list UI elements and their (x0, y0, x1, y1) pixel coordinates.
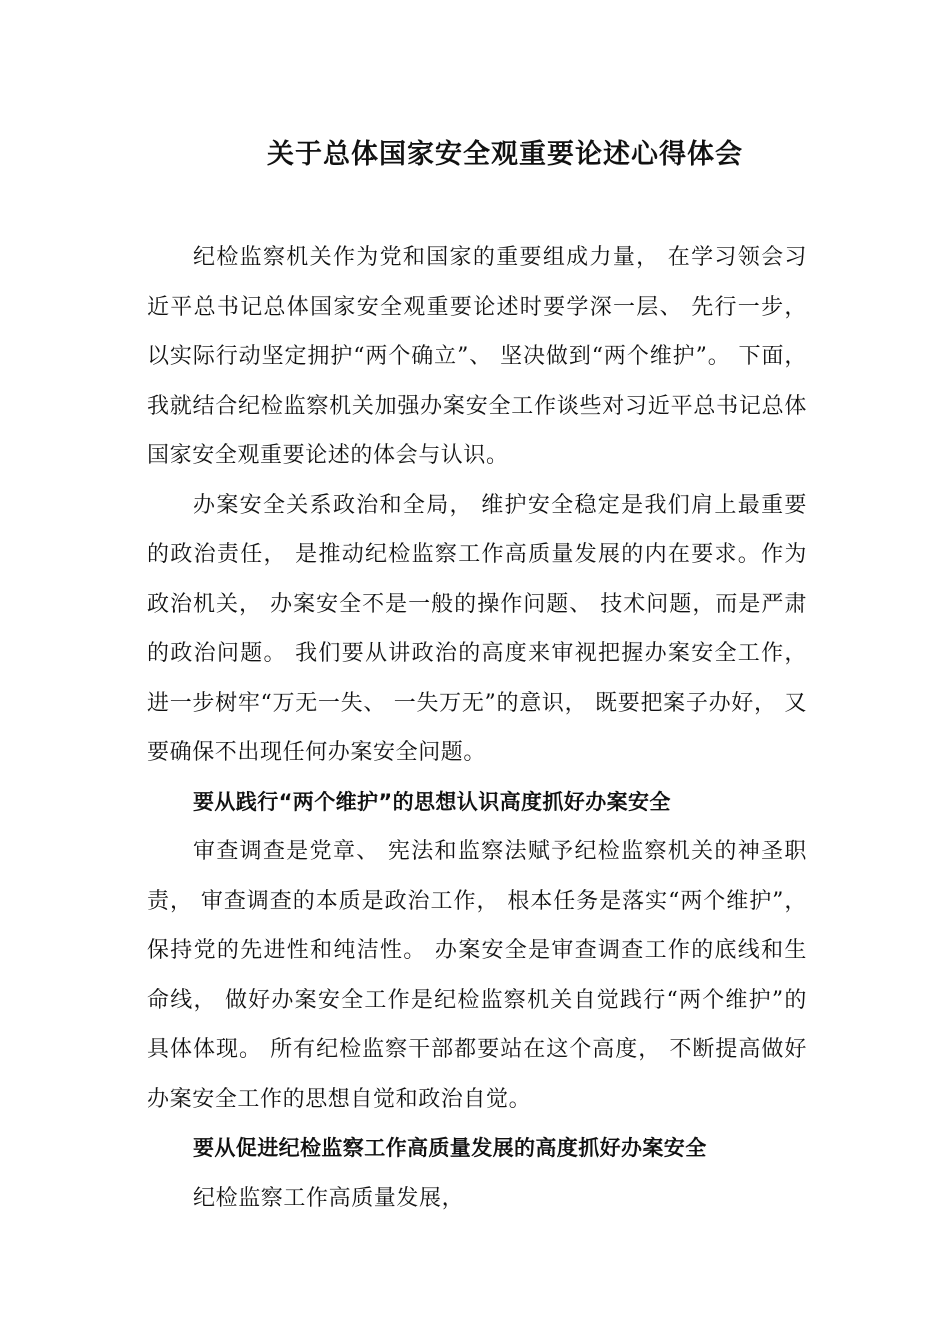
paragraph-investigation-duty: 审查调查是党章、 宪法和监察法赋予纪检监察机关的神圣职责， 审查调查的本质是政治工作， 根本任务是落实“两个维护”， 保持党的先进性和纯洁性。 办案安全是审查调查工作的底线和生命线， 做好办案安全工作是纪检监察机关自觉践行“两个维护”的具体体现。 所有纪检监察干部都要站在这个高度， 不断提高做好办案安全工作的思想自觉和政治自觉。 (147, 839, 807, 1112)
section-heading-high-quality: 要从促进纪检监察工作高质量发展的高度抓好办案安全 (193, 1136, 707, 1160)
document-body (147, 233, 807, 1223)
document-title: 关于总体国家安全观重要论述心得体会 (267, 139, 743, 170)
paragraph-intro: 纪检监察机关作为党和国家的重要组成力量， 在学习领会习近平总书记总体国家安全观重要论述时要学深一层、 先行一步， 以实际行动坚定拥护“两个确立”、 坚决做到“两个维护”。 下面， 我就结合纪检监察机关加强办案安全工作谈些对习近平总书记总体国家安全观重要论述的体会与认识。 (147, 245, 807, 468)
paragraph-safety-politics: 办案安全关系政治和全局， 维护安全稳定是我们肩上最重要的政治责任， 是推动纪检监察工作高质量发展的内在要求。作为政治机关， 办案安全不是一般的操作问题、 技术问题，而是严肃的政治问题。 我们要从讲政治的高度来审视把握办案安全工作， 进一步树牢“万无一失、 一失万无”的意识， 既要把案子办好， 又要确保不出现任何办案安全问题。 (147, 492, 807, 765)
paragraph-high-quality-start: 纪检监察工作高质量发展， (193, 1185, 465, 1211)
section-heading-two-safeguards: 要从践行“两个维护”的思想认识高度抓好办案安全 (193, 789, 671, 814)
